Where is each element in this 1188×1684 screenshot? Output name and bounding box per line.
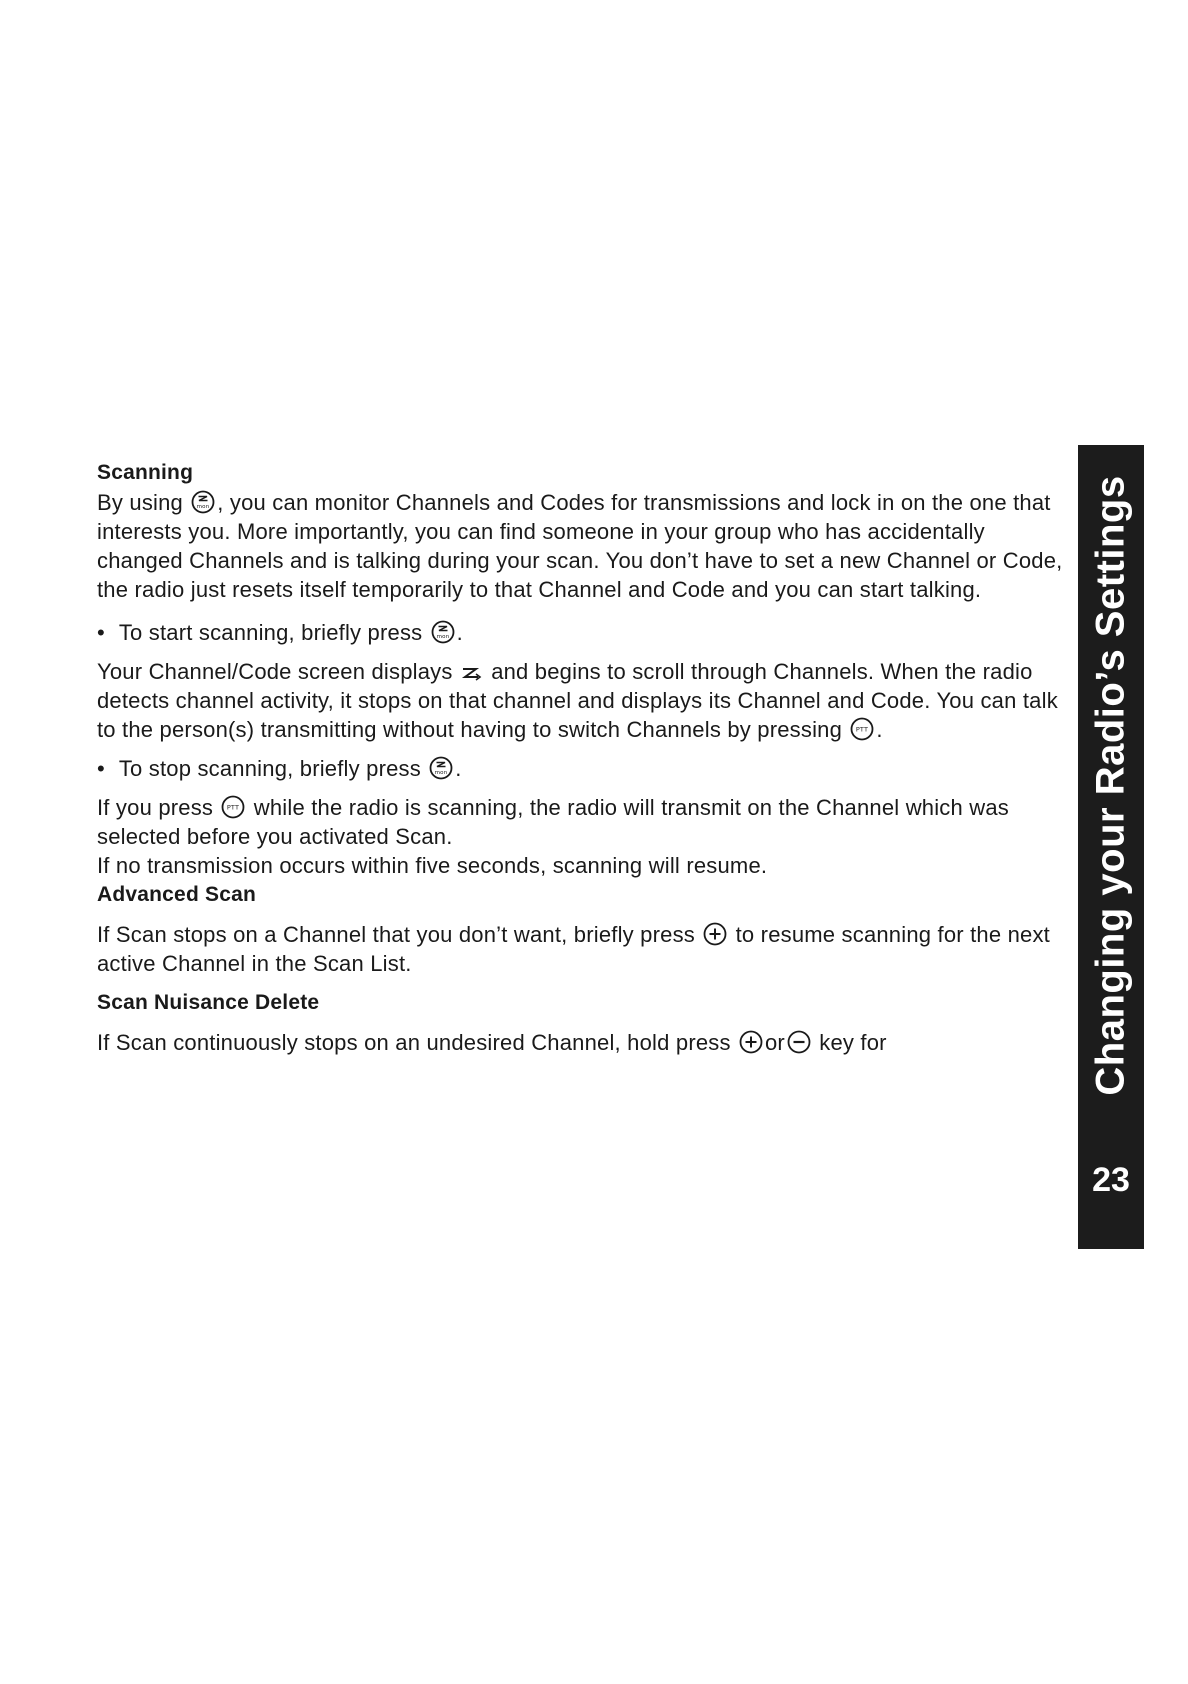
minus-key-icon	[787, 1030, 811, 1054]
plus-key-icon	[703, 922, 727, 946]
monitor-key-icon	[429, 756, 453, 780]
advanced-scan-heading: Advanced Scan	[97, 883, 256, 906]
scanning-intro: By using mon , you can monitor Channels and Codes for transmissions and lock in on the one that interests you. More importantly, you can find someone in your group who has accidentally changed Channels and is talking during your scan. You don’t have to set a new Channel or Code, the radio just resets itself temporarily to that Channel and Code and you can start talking.	[97, 490, 1063, 602]
ptt-during-scan-note: If you press PTT while the radio is scanning, the radio will transmit on the Channel which was selected before you activated Scan.	[97, 795, 1009, 849]
svg-text:PTT: PTT	[856, 725, 869, 734]
svg-text:PTT: PTT	[227, 803, 240, 812]
monitor-key-icon	[431, 620, 455, 644]
chapter-title: Changing your Radio’s Settings	[1088, 474, 1133, 1096]
chapter-side-tab	[1078, 445, 1144, 1249]
scan-resume-note: If no transmission occurs within five seconds, scanning will resume.	[97, 853, 768, 878]
svg-text:mon: mon	[436, 634, 450, 640]
ptt-key-icon	[221, 795, 245, 819]
scan-nuisance-delete-heading: Scan Nuisance Delete	[97, 991, 320, 1014]
scan-symbol-icon	[461, 665, 483, 683]
scanning-heading: Scanning	[97, 461, 194, 484]
plus-key-icon	[739, 1030, 763, 1054]
scan-nuisance-delete-text: If Scan continuously stops on an undesired Channel, hold press or key for	[97, 1030, 887, 1055]
ptt-key-icon	[850, 717, 874, 741]
start-scanning-step: • To start scanning, briefly press mon .	[97, 618, 1072, 647]
svg-text:mon: mon	[196, 504, 210, 510]
stop-scanning-step: • To stop scanning, briefly press mon .	[97, 754, 1072, 783]
monitor-key-icon	[191, 490, 215, 514]
page-number: 23	[1092, 1161, 1130, 1199]
manual-page-content	[97, 458, 1072, 1057]
advanced-scan-text: If Scan stops on a Channel that you don’t want, briefly press to resume scanning for the next active Channel in the Scan List.	[97, 922, 1050, 976]
scan-display-description: Your Channel/Code screen displays and begins to scroll through Channels. When the radio detects channel activity, it stops on that channel and displays its Channel and Code. You can talk to the person(s) transmitting without having to switch Channels by pressing PTT .	[97, 659, 1058, 742]
svg-text:mon: mon	[434, 770, 448, 776]
